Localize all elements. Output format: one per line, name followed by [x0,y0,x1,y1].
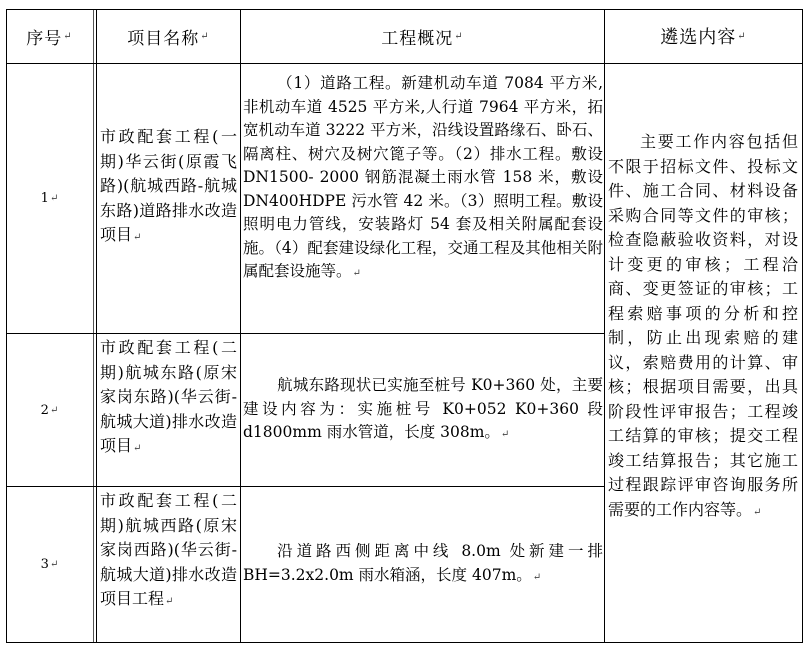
row-name-text: 市政配套工程(二期)航城西路(原宋家岗西路)(华云街-航城大道)排水改造项目工程 [100,491,237,608]
row-divider [6,333,604,334]
cell-end-mark: ↵ [165,596,174,607]
cell-end-mark: ↵ [532,571,542,583]
cell-end-mark: ↵ [352,268,361,279]
table-row-3-overview [241,540,604,600]
table-row-1-seq [6,64,93,333]
cell-end-mark: ↵ [133,443,142,454]
row-seq-label: 3 [40,557,49,572]
table-border-bottom [6,642,803,643]
header-overview-label: 工程概况 [381,28,454,49]
table-row-3-seq [6,487,93,642]
cell-end-mark: ↵ [49,559,59,570]
selection-content-text: 主要工作内容包括但不限于招标文件、投标文件、施工合同、材料设备采购合同等文件的审核；检查隐蔽验收资料，对设计变更的审核；工程洽商、变更签证的审核；工程索赔事项的分析和控制，防止出现索赔的建议，索赔费用的计算、审核；根据项目需要，出具阶段性评审报告；工程竣工结算的审核；提交工程竣工结算报告；其它施工过程跟踪评审咨询服务所需要的工作内容等。 [608,132,798,519]
cell-end-mark: ↵ [133,232,142,243]
cell-end-mark: ↵ [454,30,464,42]
header-divider [6,63,803,64]
selection-content [605,130,802,590]
cell-end-mark: ↵ [49,404,59,416]
row-name-text: 市政配套工程(一期)华云街(原霞飞路)(航城西路-航城东路)道路排水改造项目 [100,127,237,244]
table-row-1-name [97,125,240,285]
table-row-2-name [97,336,240,486]
row-overview-text: 沿道路西侧距离中线 8.0m 处新建一排 BH=3.2x2.0m 雨水箱涵，长度 407m。 [243,542,603,584]
column-divider [93,9,94,643]
table-row-2-overview [241,374,604,474]
header-name-label: 项目名称 [127,28,200,49]
cell-end-mark: ↵ [753,506,762,518]
cell-end-mark: ↵ [200,30,210,42]
row-name-text: 市政配套工程(二期)航城东路(原宋家岗东路)(华云街-航城大道)排水改造项目 [100,338,237,455]
row-overview-text: （1）道路工程。新建机动车道 7084 平方米,非机动车道 4525 平方米,人行道 7964 平方米，拓宽机动车道 3222 平方米，沿线设置路缘石、卧石、隔离柱、树穴及树穴篦子等。（2）排水工程。敷设 DN1500- 2000 钢筋混凝土雨水管 158 米，敷设 DN400HDPE 污水管 42 米。（3）照明工程。敷设照明电力管线，安装路灯 54 套及相关附属配套设施。（4）配套建设绿化工程，交通工程及其他相关附属配套设施等。 [243,74,603,280]
header-seq [6,9,93,63]
header-content-label: 遴选内容 [660,27,737,48]
table-row-1-overview [241,72,604,332]
row-seq-label: 1 [40,191,49,206]
row-overview-text: 航城东路现状已实施至桩号 K0+360 处，主要建设内容为：实施桩号 K0+052 K0+360 段 d1800mm 雨水管道，长度 308m。 [243,376,603,441]
table-row-3-name [97,489,240,642]
table-border-right [802,9,803,643]
cell-end-mark: ↵ [63,30,73,42]
header-overview [241,9,604,63]
cell-end-mark: ↵ [737,30,747,42]
row-divider [6,486,604,487]
cell-end-mark: ↵ [500,429,510,440]
header-name [97,9,240,63]
header-content [605,9,802,63]
cell-end-mark: ↵ [49,193,59,204]
row-seq-label: 2 [40,402,49,418]
header-seq-label: 序号 [26,28,63,49]
table-row-2-seq [6,334,93,486]
project-table [6,9,803,643]
